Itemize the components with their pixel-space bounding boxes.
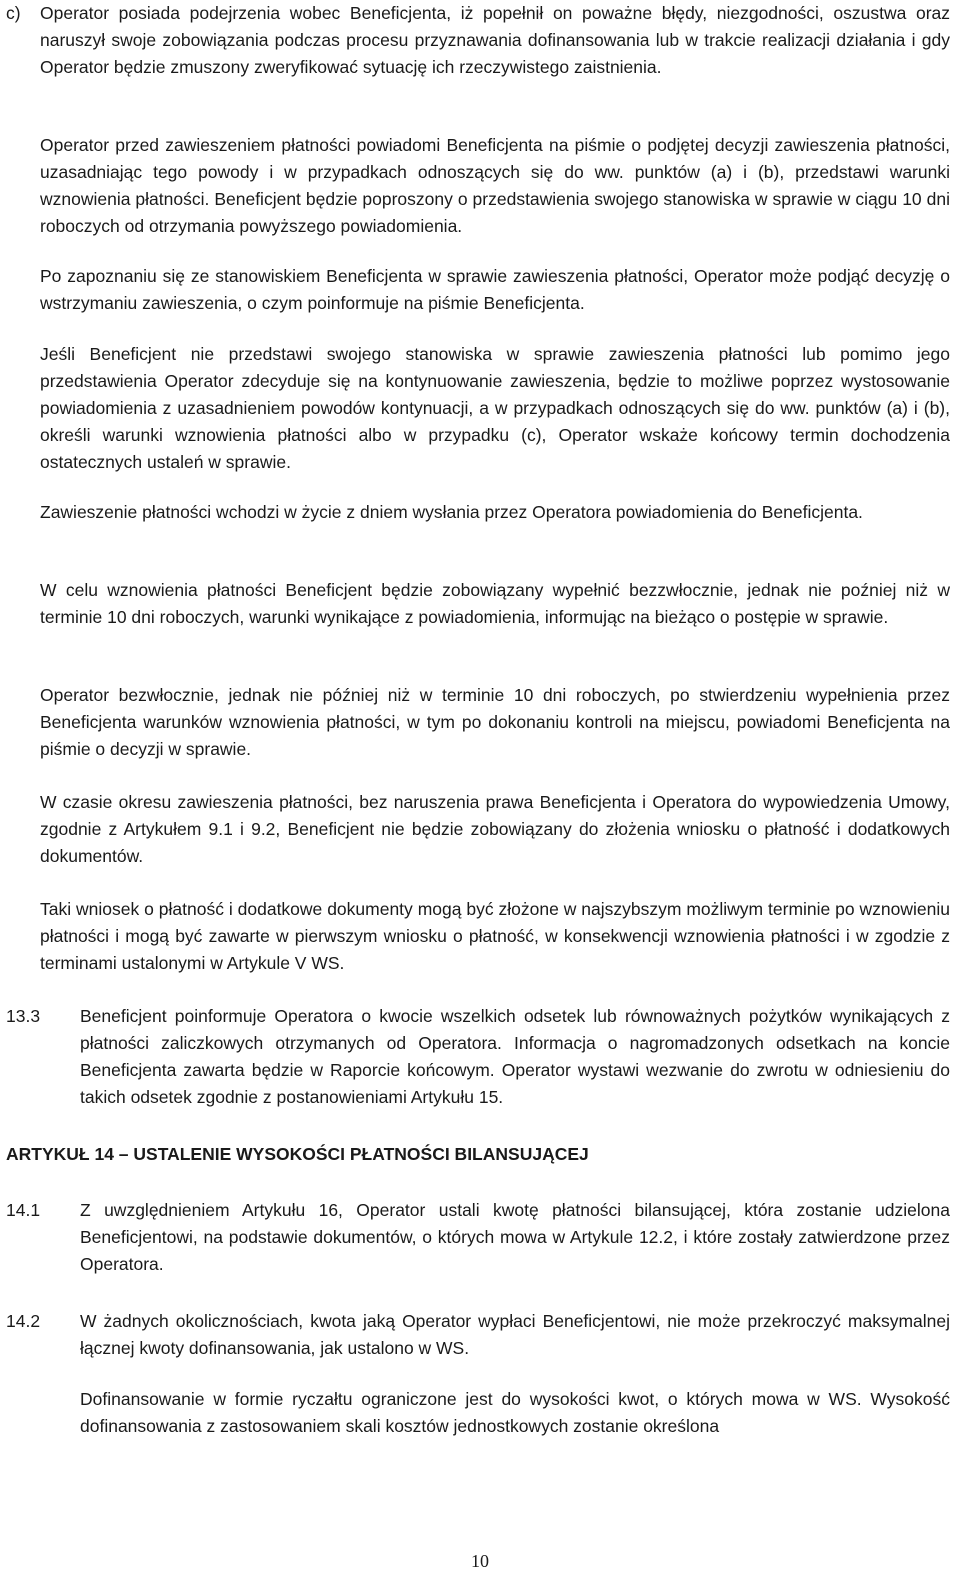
paragraph: W celu wznowienia płatności Beneficjent będzie zobowiązany wypełnić bezzwłocznie, jednak nie poźniej niż w terminie 10 dni roboczych, warunki wynikające z powiadomienia, informując na bieżąco o postępie w sprawie.: [40, 580, 950, 627]
list-item-c: [6, 0, 950, 81]
clause-14-1: [6, 1197, 950, 1278]
paragraph: Taki wniosek o płatność i dodatkowe dokumenty mogą być złożone w najszybszym możliwym terminie po wznowieniu płatności i mogą być zawarte w pierwszym wniosku o płatność, w konsekwencji wznowienia płatności i w zgodzie z terminami ustalonymi w Artykule V WS.: [40, 899, 950, 973]
list-item-label: c): [6, 3, 21, 23]
page-number: 10: [471, 1551, 489, 1571]
clause-text: Z uwzględnieniem Artykułu 16, Operator ustali kwotę płatności bilansującej, która zostanie udzielona Beneficjentowi, na podstawie dokumentów, o których mowa w Artykule 12.2, i które zostały zatwierdzone przez Operatora.: [80, 1200, 950, 1274]
clause-number: 14.2: [6, 1311, 41, 1331]
list-item-text: Operator posiada podejrzenia wobec Beneficjenta, iż popełnił on poważne błędy, niezgodności, oszustwa oraz naruszył swoje zobowiązania podczas procesu przyznawania dofinansowania lub w trakcie realizacji działania i gdy Operator będzie zmuszony zweryfikować sytuację ich rzeczywistego zaistnienia.: [40, 3, 950, 77]
clause-14-2: [6, 1308, 950, 1440]
clause-number: 14.1: [6, 1200, 41, 1220]
paragraph: Operator przed zawieszeniem płatności powiadomi Beneficjenta na piśmie o podjętej decyzji zawieszenia płatności, uzasadniając tego powody i w przypadkach odnoszących się do ww. punktów (a) i (b), przedstawi warunki wznowienia płatności. Beneficjent będzie poproszony o przedstawienia swojego stanowiska w sprawie w ciągu 10 dni roboczych od otrzymania powyższego powiadomienia.: [40, 135, 950, 236]
clause-text: Beneficjent poinformuje Operatora o kwocie wszelkich odsetek lub równoważnych pożytków wynikających z płatności zaliczkowych otrzymanych od Operatora. Informacja o nagromadzonych odsetkach na koncie Beneficjenta zawarta będzie w Raporcie końcowym. Operator wystawi wezwanie do zwrotu w odniesieniu do takich odsetek zgodnie z postanowieniami Artykułu 15.: [80, 1006, 950, 1107]
paragraph: W czasie okresu zawieszenia płatności, bez naruszenia prawa Beneficjenta i Operatora do wypowiedzenia Umowy, zgodnie z Artykułem 9.1 i 9.2, Beneficjent nie będzie zobowiązany do złożenia wniosku o płatność i dodatkowych dokumentów.: [40, 792, 950, 866]
paragraph: Po zapoznaniu się ze stanowiskiem Beneficjenta w sprawie zawieszenia płatności, Operator może podjąć decyzję o wstrzymaniu zawieszenia, o czym poinformuje na piśmie Beneficjenta.: [40, 266, 950, 313]
paragraph: Jeśli Beneficjent nie przedstawi swojego stanowiska w sprawie zawieszenia płatności lub pomimo jego przedstawienia Operator zdecyduje się na kontynuowanie zawieszenia, będzie to możliwe poprzez wystosowanie powiadomienia z uzasadnieniem powodów kontynuacji, a w przypadkach odnoszących się do ww. punktów (a) i (b), określi warunki wznowienia płatności albo w przypadku (c), Operator wskaże końcowy termin dochodzenia ostatecznych ustaleń w sprawie.: [40, 344, 950, 472]
clause-13-3: [6, 1003, 950, 1111]
clause-number: 13.3: [6, 1006, 41, 1026]
clause-text: W żadnych okolicznościach, kwota jaką Operator wypłaci Beneficjentowi, nie może przekroczyć maksymalnej łącznej kwoty dofinansowania, jak ustalono w WS.: [80, 1311, 950, 1358]
paragraph: Zawieszenie płatności wchodzi w życie z dniem wysłania przez Operatora powiadomienia do Beneficjenta.: [40, 502, 863, 522]
paragraph: Operator bezwłocznie, jednak nie później niż w terminie 10 dni roboczych, po stwierdzeniu wypełnienia przez Beneficjenta warunków wznowienia płatności, w tym po dokonaniu kontroli na miejscu, powiadomi Beneficjenta na piśmie o decyzji w sprawie.: [40, 685, 950, 759]
article-heading: ARTYKUŁ 14 – USTALENIE WYSOKOŚCI PŁATNOŚCI BILANSUJĄCEJ: [6, 1144, 589, 1164]
clause-continuation: Dofinansowanie w formie ryczałtu ograniczone jest do wysokości kwot, o których mowa w WS. Wysokość dofinansowania z zastosowaniem skali kosztów jednostkowych zostanie określona: [80, 1389, 950, 1436]
